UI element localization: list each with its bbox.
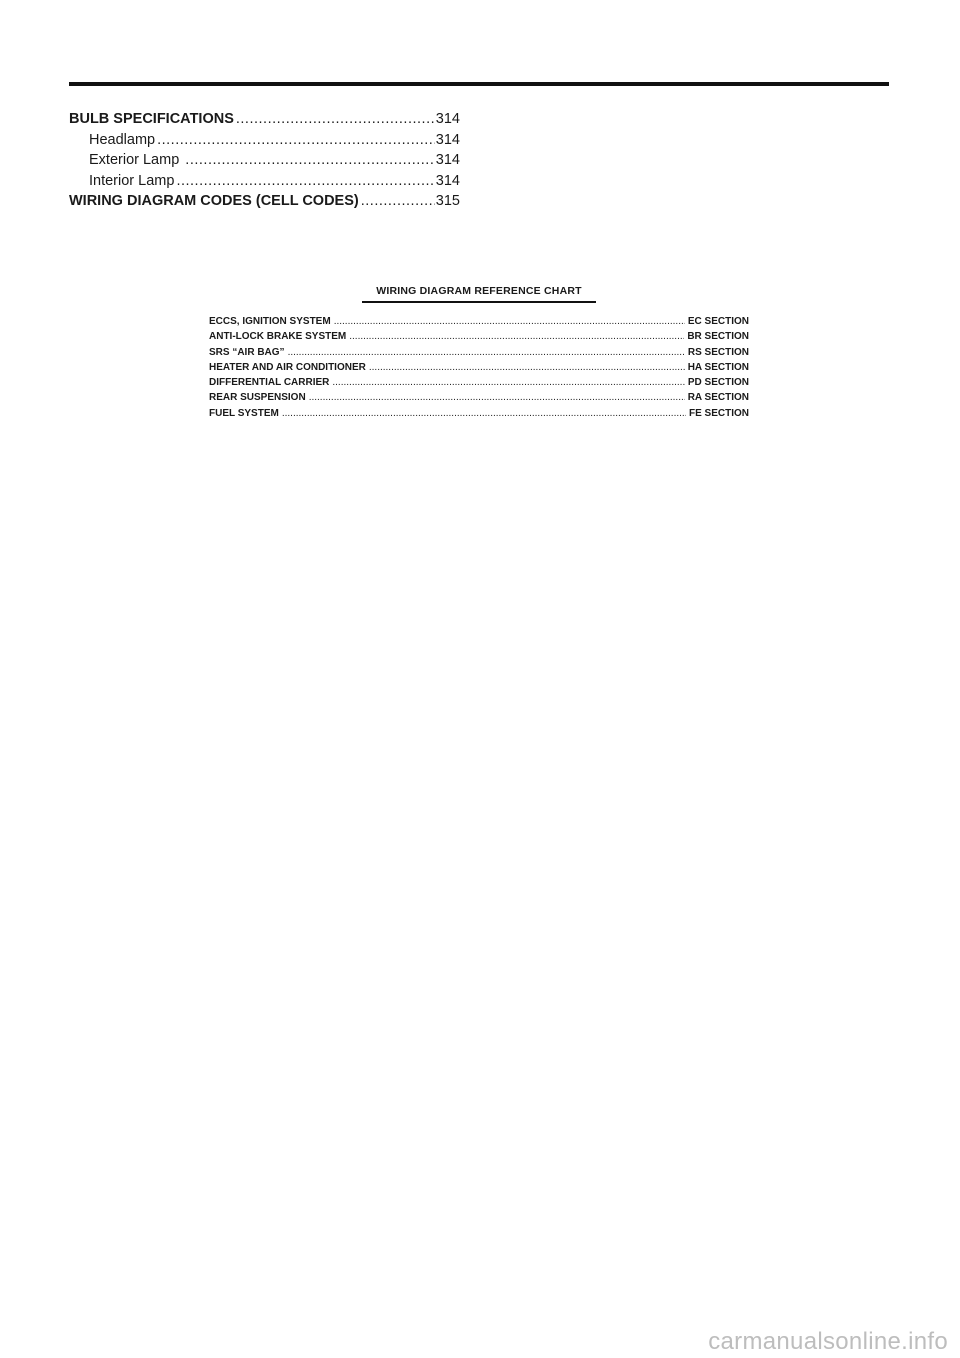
chart-title-underline xyxy=(362,301,596,303)
toc-entry[interactable] xyxy=(69,193,460,214)
chart-leader-dots xyxy=(282,408,686,419)
toc-entry-title: WIRING DIAGRAM CODES (CELL CODES) xyxy=(69,193,359,210)
chart-leader-dots xyxy=(309,392,685,403)
chart-row-system: DIFFERENTIAL CARRIER xyxy=(209,377,330,389)
watermark: carmanualsonline.info xyxy=(708,1328,948,1355)
chart-row-system: ECCS, IGNITION SYSTEM xyxy=(209,316,331,327)
chart-row xyxy=(209,331,749,346)
chart-row-system: REAR SUSPENSION xyxy=(209,392,306,404)
toc-entry[interactable] xyxy=(69,152,460,173)
toc-entry-page: 315 xyxy=(435,193,460,210)
chart-row xyxy=(209,392,749,407)
chart-row-section: RS SECTION xyxy=(687,346,749,358)
toc-entry-title: Headlamp xyxy=(89,131,156,148)
toc-entry-page: 314 xyxy=(435,172,460,189)
chart-leader-dots xyxy=(334,316,685,327)
chart-row-system: SRS “AIR BAG” xyxy=(209,346,285,358)
toc-entry-page: 314 xyxy=(435,131,460,148)
chart-row-system: HEATER AND AIR CONDITIONER xyxy=(209,361,366,373)
chart-list xyxy=(209,316,749,423)
toc-entry-page: 314 xyxy=(435,152,460,169)
chart-leader-dots xyxy=(332,377,685,388)
chart-row-section: HA SECTION xyxy=(687,361,749,373)
chart-row xyxy=(209,316,749,331)
chart-leader-dots xyxy=(288,347,685,358)
toc-leader-dots xyxy=(236,111,435,127)
chart-row-section: BR SECTION xyxy=(687,331,749,343)
chart-row xyxy=(209,347,749,362)
chart-row-section: RA SECTION xyxy=(687,392,749,404)
toc-entry[interactable] xyxy=(69,132,460,153)
toc-entry[interactable] xyxy=(69,173,460,194)
chart-row xyxy=(209,362,749,377)
chart-leader-dots xyxy=(369,362,685,373)
table-of-contents xyxy=(69,111,460,214)
chart-row-system: FUEL SYSTEM xyxy=(209,407,279,419)
chart-leader-dots xyxy=(349,331,684,342)
chart-row-section: FE SECTION xyxy=(688,407,749,419)
toc-entry-title: BULB SPECIFICATIONS xyxy=(69,111,234,127)
toc-leader-dots xyxy=(157,132,435,148)
toc-entry-page: 314 xyxy=(435,111,460,127)
toc-leader-dots xyxy=(361,193,435,209)
chart-row-section: PD SECTION xyxy=(687,377,749,389)
chart-row xyxy=(209,377,749,392)
chart-title: WIRING DIAGRAM REFERENCE CHART xyxy=(376,285,582,297)
chart-row-system: ANTI-LOCK BRAKE SYSTEM xyxy=(209,331,347,343)
top-rule xyxy=(69,82,889,86)
toc-entry-title: Interior Lamp xyxy=(89,172,175,189)
chart-row xyxy=(209,408,749,423)
toc-entry[interactable] xyxy=(69,111,460,132)
toc-entry-title: Exterior Lamp xyxy=(89,152,184,169)
toc-leader-dots xyxy=(176,173,434,189)
chart-row-section: EC SECTION xyxy=(687,316,749,327)
toc-leader-dots xyxy=(185,152,435,168)
